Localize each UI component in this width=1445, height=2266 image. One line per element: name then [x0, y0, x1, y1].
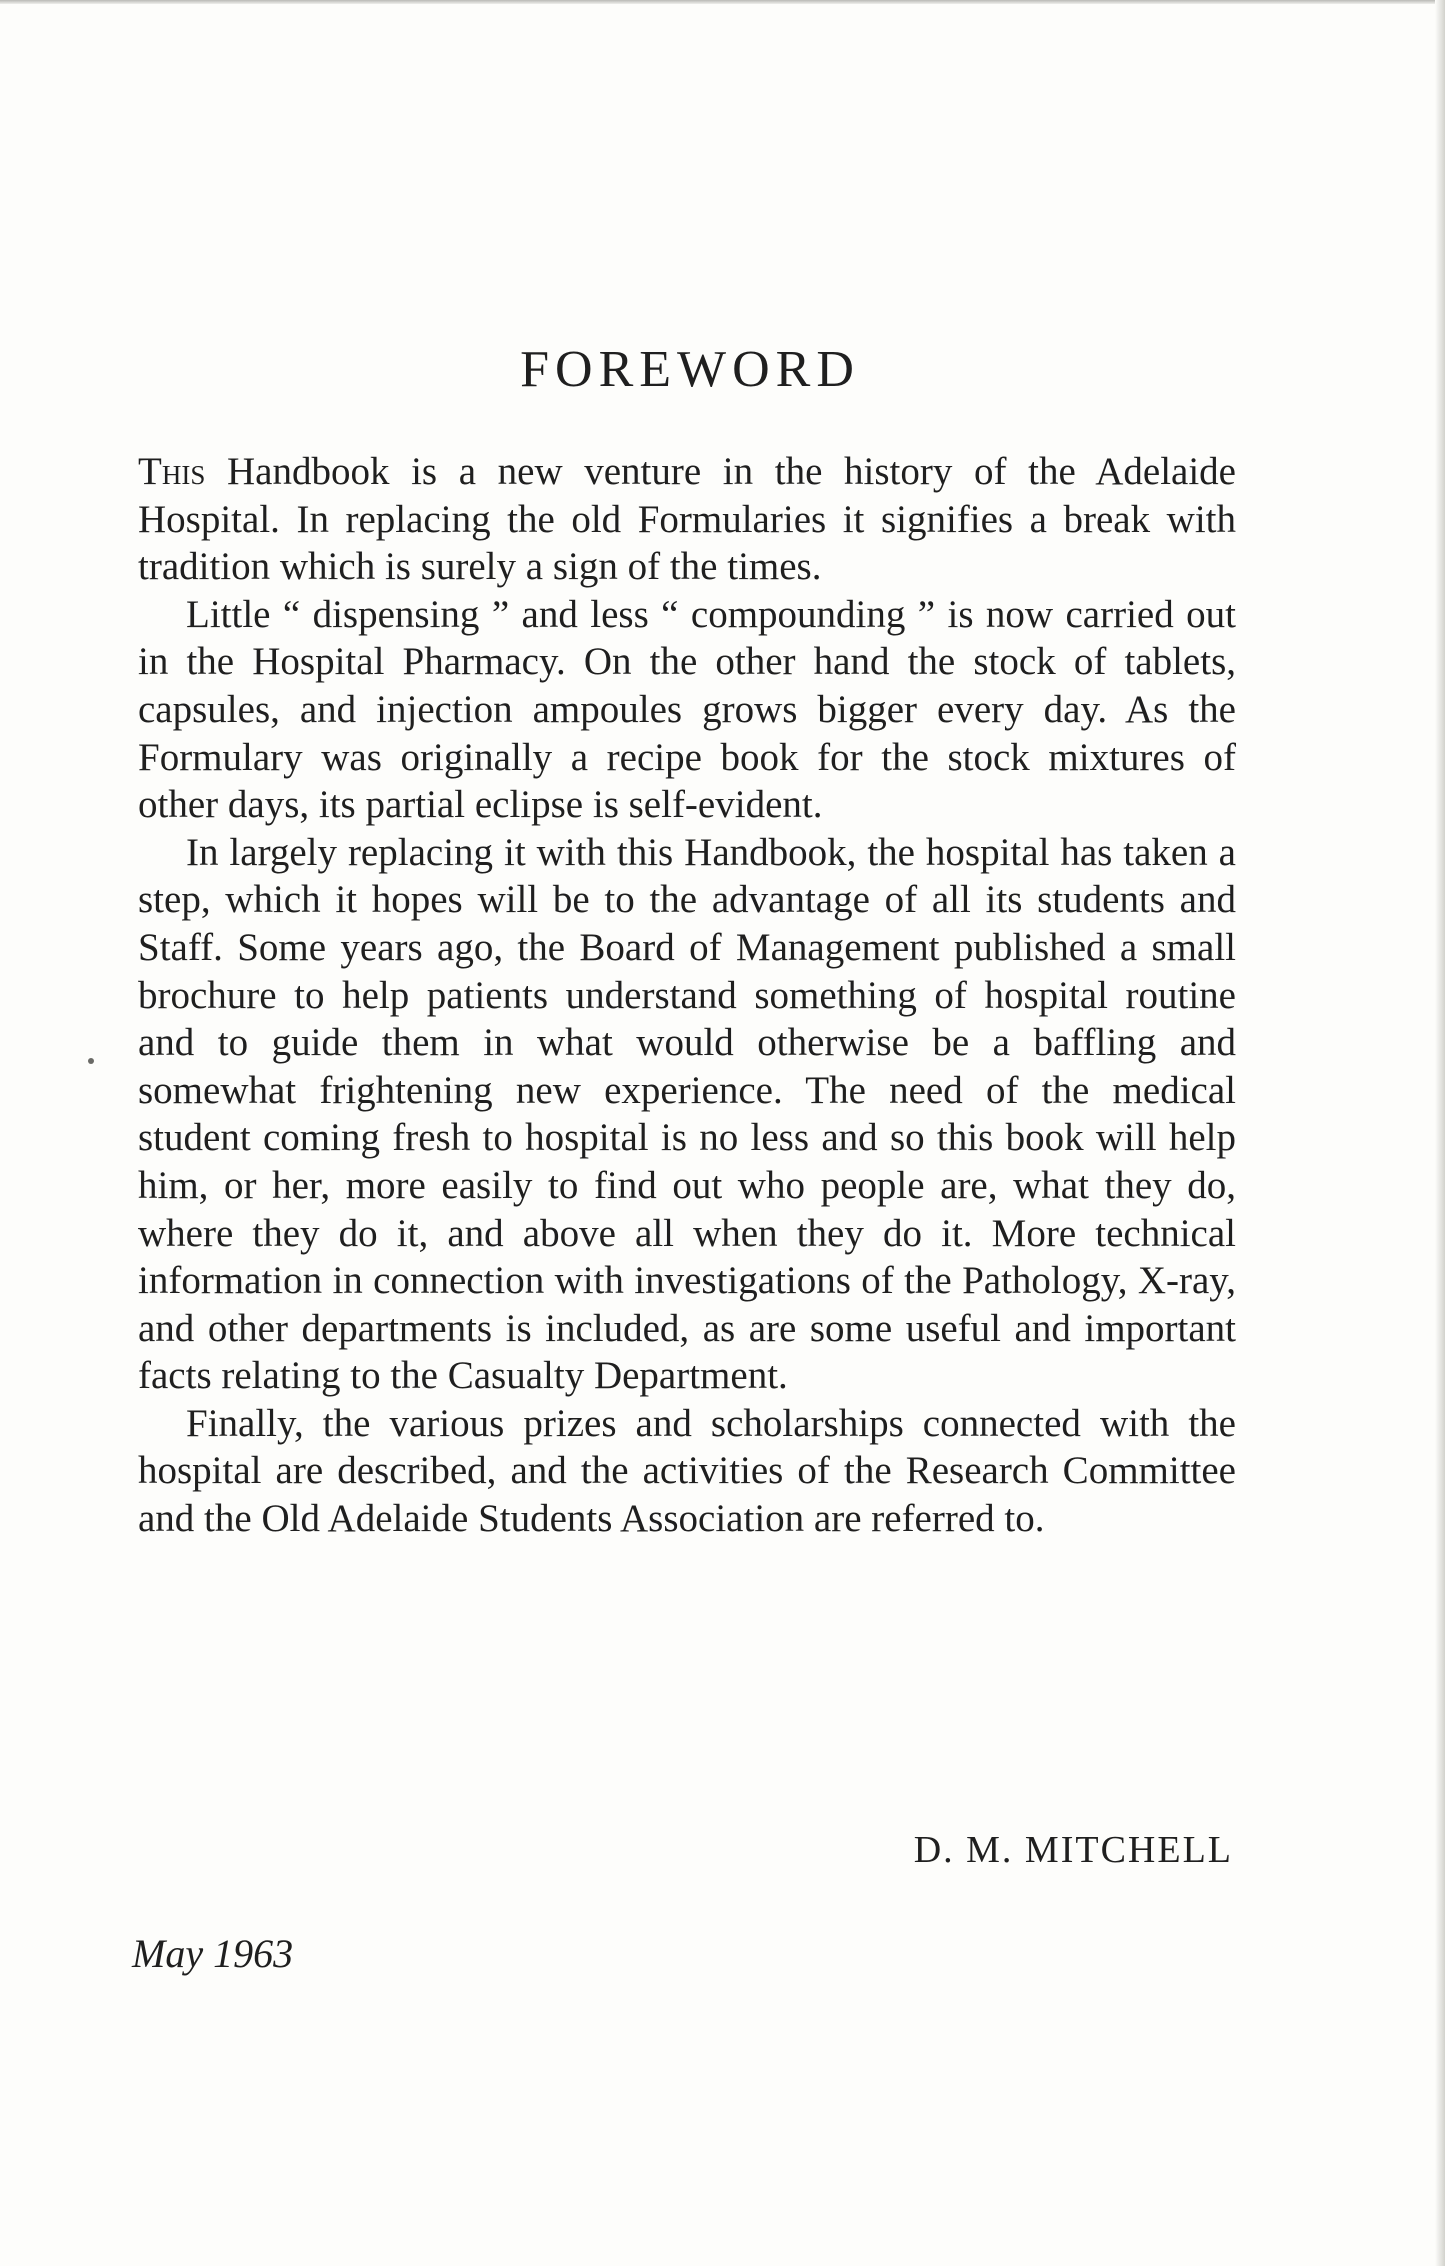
margin-mark	[88, 1058, 94, 1064]
publication-date: May 1963	[132, 1931, 294, 1976]
page-top-edge	[0, 0, 1445, 4]
page-right-edge	[1435, 0, 1445, 2266]
author-signature: D. M. MITCHELL	[913, 1829, 1233, 1871]
paragraph-1-text: Handbook is a new venture in the history of the Adelaide Hospital. In replacing the old Formularies it signifies a break with tradition which is surely a sign of the times.	[138, 450, 1236, 589]
page-title: FOREWORD	[520, 341, 860, 398]
paragraph-1-lead: This	[138, 450, 206, 493]
paragraph-2: Little “ dispensing ” and less “ compounding ” is now carried out in the Hospital Pharmacy. On the other hand the stock of tablets, capsules, and injection ampoules grows bigger every day. As the Formulary was originally a recipe book for the stock mixtures of other days, its partial eclipse is self-evident.	[138, 592, 1236, 827]
foreword-body	[138, 448, 1236, 1543]
paragraph-3: In largely replacing it with this Handbook, the hospital has taken a step, which it hopes will be to the advantage of all its students and Staff. Some years ago, the Board of Management published a small brochure to help patients understand something of hospital routine and to guide them in what would otherwise be a baffling and somewhat frightening new experience. The need of the medical student coming fresh to hospital is no less and so this book will help him, or her, more easily to find out who people are, what they do, where they do it, and above all when they do it. More technical information in connection with investigations of the Pathology, X-ray, and other departments is included, as are some useful and important facts relating to the Casualty Department.	[138, 830, 1236, 1398]
paragraph-1	[138, 448, 1236, 591]
paragraph-4: Finally, the various prizes and scholarships connected with the hospital are described, and the activities of the Research Committee and the Old Adelaide Students Association are referred to.	[138, 1401, 1236, 1541]
